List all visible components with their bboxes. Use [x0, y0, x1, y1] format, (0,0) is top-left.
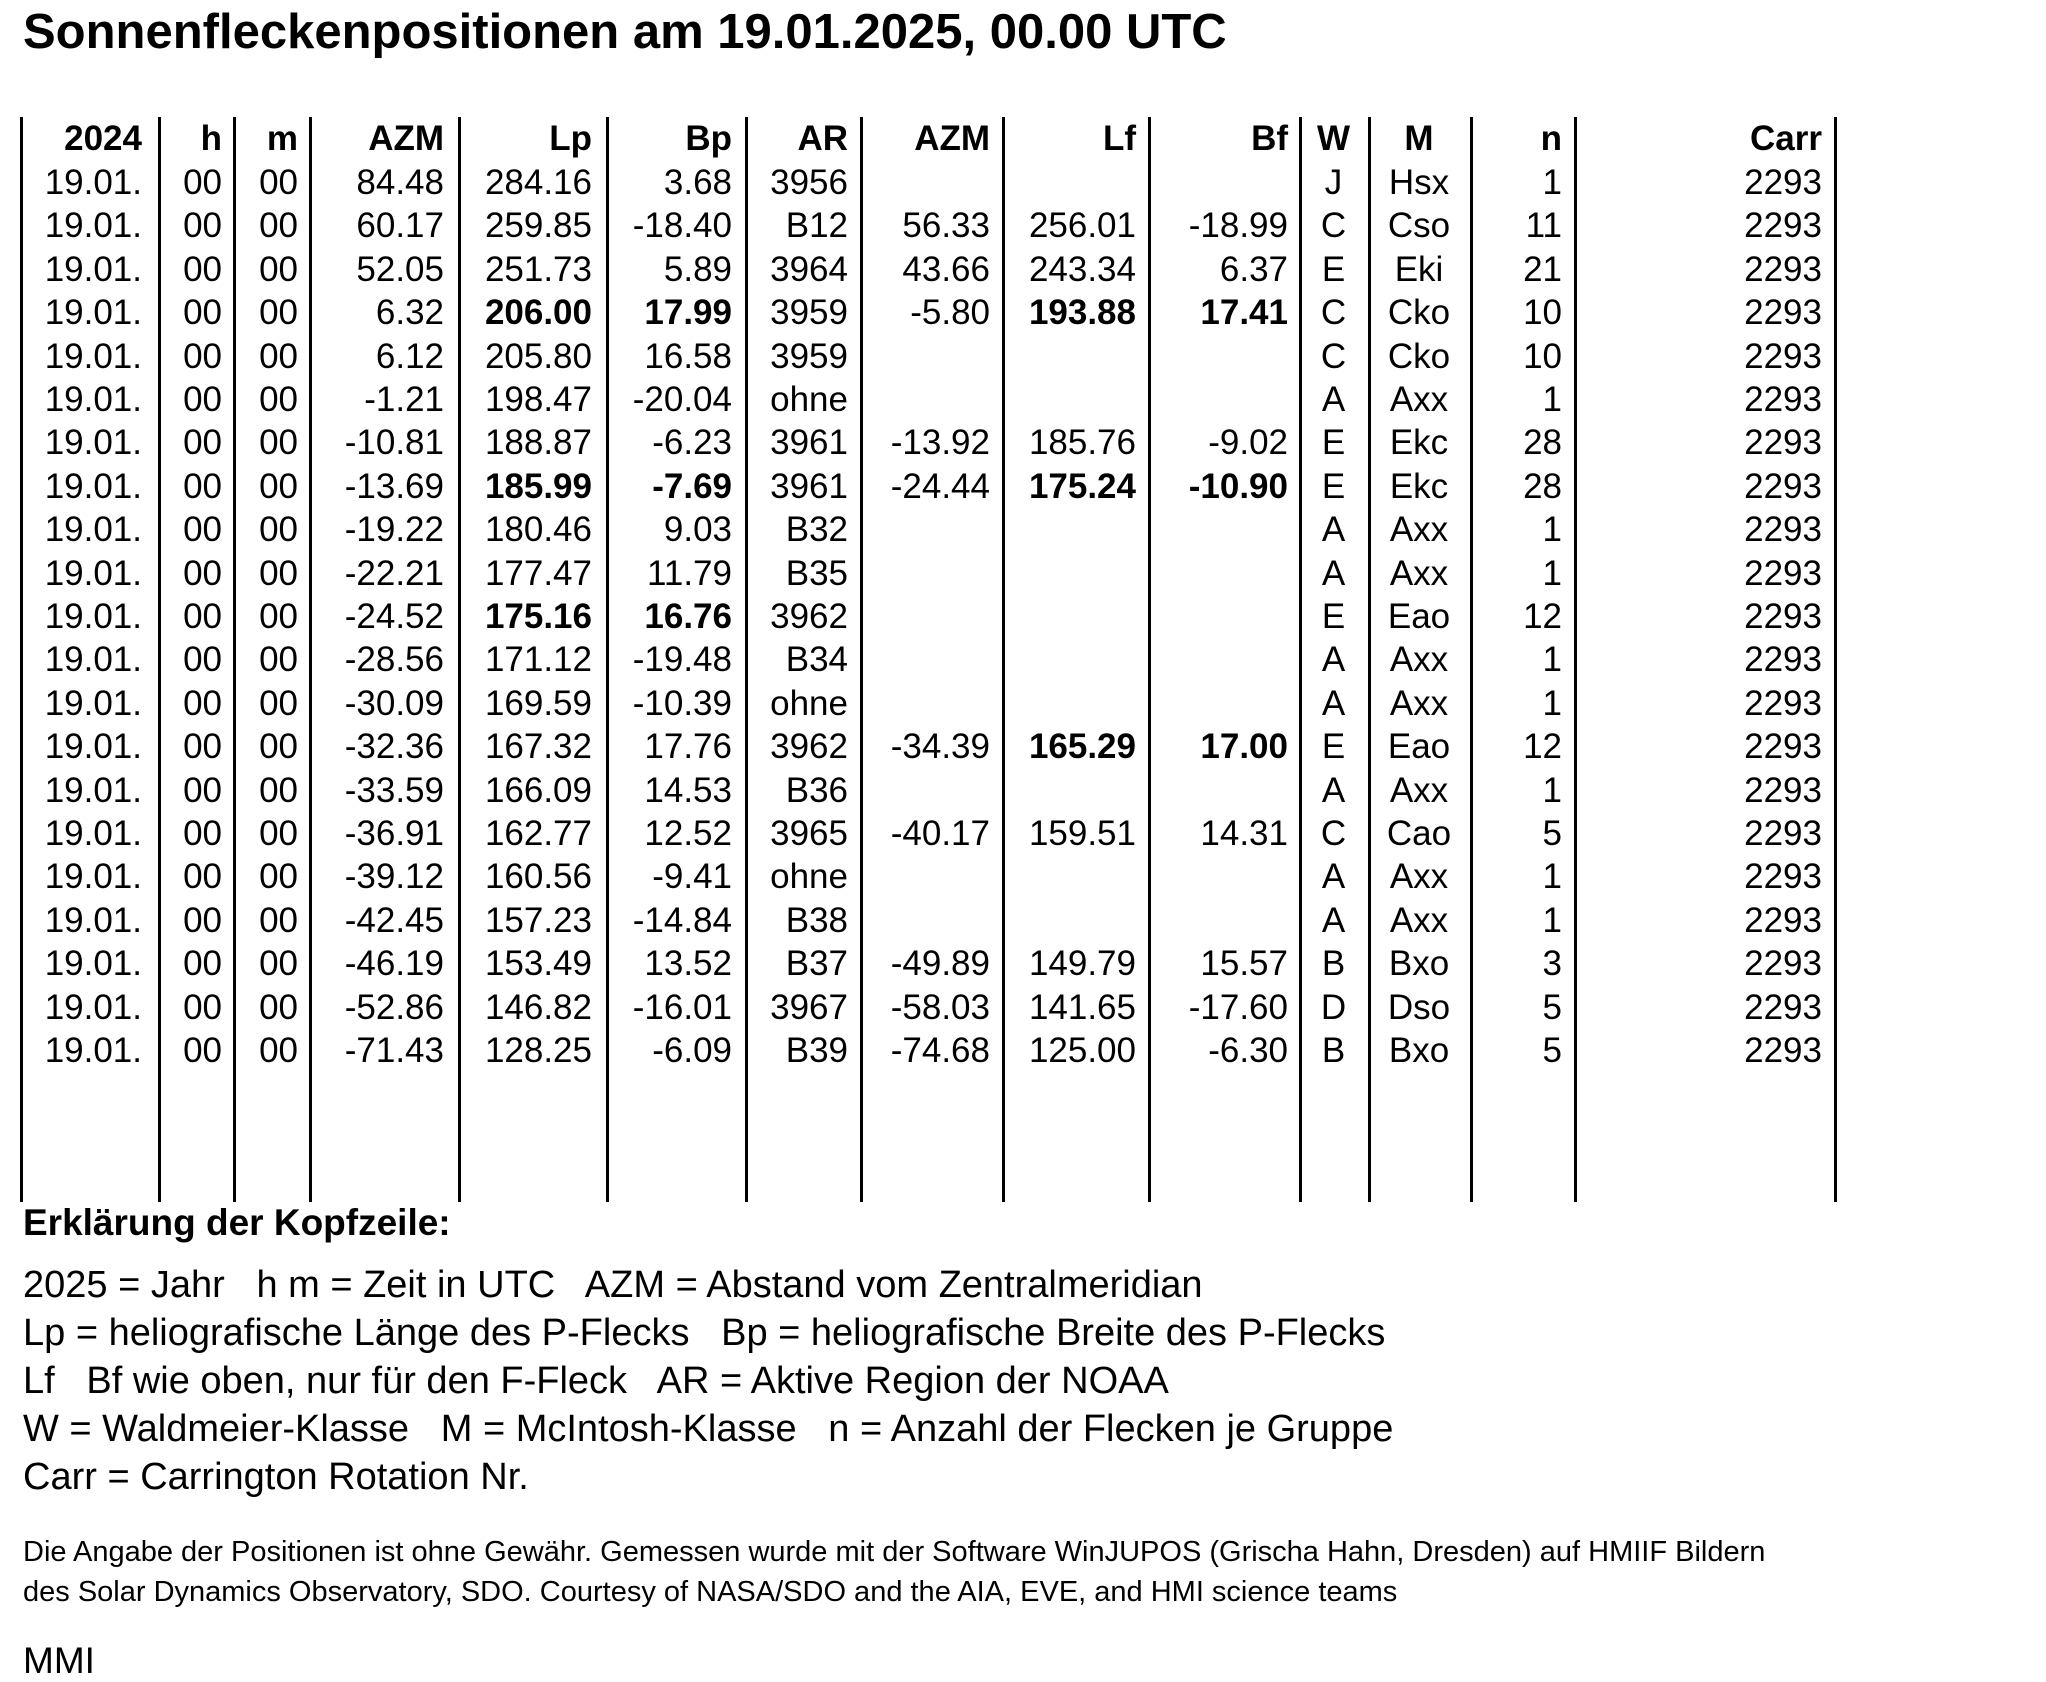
cell-azm-p: -39.12 — [344, 857, 444, 896]
cell-carr: 2293 — [1744, 206, 1822, 245]
legend-entry: n = Anzahl der Flecken je Gruppe — [796, 1408, 1394, 1450]
cell-hour: 00 — [183, 684, 222, 723]
cell-n: 5 — [1542, 814, 1562, 853]
cell-hour: 00 — [183, 727, 222, 766]
cell-lp: 188.87 — [484, 423, 592, 462]
legend-line — [23, 1360, 1169, 1403]
cell-n: 11 — [1525, 206, 1562, 245]
legend-entry: AZM = Abstand vom Zentralmeridian — [555, 1264, 1203, 1306]
cell-ar: 3964 — [770, 250, 848, 289]
cell-waldmeier: A — [1321, 684, 1346, 723]
cell-hour: 00 — [183, 554, 222, 593]
cell-carr: 2293 — [1744, 814, 1822, 853]
cell-carr: 2293 — [1744, 423, 1822, 462]
cell-year: 19.01. — [44, 250, 142, 289]
cell-waldmeier: D — [1320, 988, 1347, 1027]
cell-ar: 3956 — [770, 163, 848, 202]
cell-lf: 175.24 — [1028, 467, 1136, 506]
header-waldmeier: W — [1316, 119, 1351, 158]
cell-hour: 00 — [183, 250, 222, 289]
legend-entry: Bp = heliografische Breite des P-Flecks — [689, 1312, 1386, 1354]
note-line-2: des Solar Dynamics Observatory, SDO. Courtesy of NASA/SDO and the AIA, EVE, and HMI science teams — [23, 1576, 1398, 1608]
cell-ar: B12 — [785, 206, 848, 245]
cell-ar: ohne — [770, 380, 848, 419]
cell-waldmeier: J — [1324, 163, 1343, 202]
cell-mcintosh: Cao — [1386, 814, 1452, 853]
cell-n: 28 — [1523, 467, 1562, 506]
cell-ar: 3959 — [770, 337, 848, 376]
cell-azm-p: -33.59 — [344, 771, 444, 810]
cell-lp: 206.00 — [484, 293, 592, 332]
cell-year: 19.01. — [44, 640, 142, 679]
cell-azm-p: 60.17 — [356, 206, 444, 245]
cell-waldmeier: A — [1321, 554, 1346, 593]
cell-azm-p: 84.48 — [356, 163, 444, 202]
cell-hour: 00 — [183, 206, 222, 245]
cell-minute: 00 — [259, 467, 298, 506]
cell-hour: 00 — [183, 423, 222, 462]
cell-carr: 2293 — [1744, 293, 1822, 332]
legend-entry: 2025 = Jahr — [23, 1264, 225, 1306]
cell-waldmeier: C — [1320, 293, 1347, 332]
cell-minute: 00 — [259, 380, 298, 419]
cell-hour: 00 — [183, 597, 222, 636]
cell-bp: 17.99 — [644, 293, 732, 332]
cell-bf: -10.90 — [1188, 467, 1288, 506]
cell-mcintosh: Eao — [1387, 727, 1451, 766]
cell-minute: 00 — [259, 944, 298, 983]
cell-lp: 169.59 — [484, 684, 592, 723]
cell-minute: 00 — [259, 250, 298, 289]
cell-n: 1 — [1542, 684, 1562, 723]
cell-carr: 2293 — [1744, 250, 1822, 289]
cell-minute: 00 — [259, 727, 298, 766]
cell-bp: 9.03 — [663, 510, 732, 549]
cell-waldmeier: B — [1321, 1031, 1346, 1070]
cell-bf: 17.00 — [1200, 727, 1288, 766]
cell-lf: 243.34 — [1028, 250, 1136, 289]
cell-hour: 00 — [183, 944, 222, 983]
page-title: Sonnenfleckenpositionen am 19.01.2025, 00.00 UTC — [23, 5, 1227, 59]
cell-n: 1 — [1542, 640, 1562, 679]
cell-bp: -18.40 — [632, 206, 732, 245]
cell-minute: 00 — [259, 857, 298, 896]
cell-minute: 00 — [259, 206, 298, 245]
cell-lp: 251.73 — [484, 250, 592, 289]
cell-azm-f: 43.66 — [902, 250, 990, 289]
cell-bp: -6.23 — [652, 423, 732, 462]
cell-n: 1 — [1542, 901, 1562, 940]
cell-mcintosh: Ekc — [1389, 423, 1449, 462]
cell-minute: 00 — [259, 640, 298, 679]
header-bp: Bp — [685, 119, 732, 158]
cell-lp: 284.16 — [484, 163, 592, 202]
cell-mcintosh: Axx — [1389, 684, 1449, 723]
cell-n: 5 — [1542, 1031, 1562, 1070]
cell-n: 1 — [1542, 163, 1562, 202]
cell-azm-p: -24.52 — [344, 597, 444, 636]
cell-year: 19.01. — [44, 510, 142, 549]
cell-mcintosh: Axx — [1389, 640, 1449, 679]
cell-lp: 171.12 — [484, 640, 592, 679]
cell-azm-p: -28.56 — [344, 640, 444, 679]
cell-mcintosh: Cko — [1387, 293, 1451, 332]
cell-n: 1 — [1542, 510, 1562, 549]
cell-azm-p: -52.86 — [344, 988, 444, 1027]
cell-hour: 00 — [183, 901, 222, 940]
cell-n: 21 — [1523, 250, 1562, 289]
cell-minute: 00 — [259, 423, 298, 462]
signature: MMI — [23, 1640, 95, 1681]
cell-lp: 185.99 — [484, 467, 592, 506]
cell-bf: 14.31 — [1200, 814, 1288, 853]
cell-hour: 00 — [183, 857, 222, 896]
legend-entry: Lp = heliografische Länge des P-Flecks — [23, 1312, 690, 1354]
cell-mcintosh: Axx — [1389, 771, 1449, 810]
cell-hour: 00 — [183, 1031, 222, 1070]
header-mcintosh: M — [1404, 119, 1434, 158]
cell-lp: 146.82 — [484, 988, 592, 1027]
cell-n: 1 — [1542, 771, 1562, 810]
cell-ar: 3967 — [770, 988, 848, 1027]
cell-minute: 00 — [259, 901, 298, 940]
cell-azm-f: -34.39 — [890, 727, 990, 766]
header-bf: Bf — [1251, 119, 1288, 158]
cell-azm-f: -5.80 — [910, 293, 990, 332]
cell-year: 19.01. — [44, 857, 142, 896]
cell-bp: -7.69 — [652, 467, 732, 506]
cell-azm-p: -71.43 — [344, 1031, 444, 1070]
cell-waldmeier: C — [1320, 206, 1347, 245]
header-azm-p: AZM — [368, 119, 444, 158]
cell-lp: 157.23 — [484, 901, 592, 940]
header-lf: Lf — [1102, 119, 1136, 158]
cell-year: 19.01. — [44, 1031, 142, 1070]
cell-azm-f: -49.89 — [890, 944, 990, 983]
cell-ar: 3962 — [770, 597, 848, 636]
cell-azm-p: 6.12 — [375, 337, 444, 376]
cell-year: 19.01. — [44, 901, 142, 940]
cell-year: 19.01. — [44, 771, 142, 810]
cell-minute: 00 — [259, 814, 298, 853]
cell-year: 19.01. — [44, 727, 142, 766]
cell-hour: 00 — [183, 510, 222, 549]
cell-ar: 3965 — [770, 814, 848, 853]
cell-carr: 2293 — [1744, 1031, 1822, 1070]
cell-lp: 198.47 — [484, 380, 592, 419]
cell-hour: 00 — [183, 293, 222, 332]
cell-lp: 205.80 — [484, 337, 592, 376]
cell-ar: B38 — [785, 901, 848, 940]
cell-hour: 00 — [183, 640, 222, 679]
cell-bp: -9.41 — [652, 857, 732, 896]
cell-minute: 00 — [259, 597, 298, 636]
cell-n: 12 — [1523, 597, 1562, 636]
cell-hour: 00 — [183, 771, 222, 810]
cell-mcintosh: Bxo — [1388, 1031, 1450, 1070]
cell-hour: 00 — [183, 814, 222, 853]
cell-mcintosh: Cso — [1387, 206, 1451, 245]
cell-year: 19.01. — [44, 988, 142, 1027]
cell-azm-f: -24.44 — [890, 467, 990, 506]
cell-azm-f: 56.33 — [902, 206, 990, 245]
cell-hour: 00 — [183, 163, 222, 202]
cell-bf: -18.99 — [1188, 206, 1288, 245]
header-carr: Carr — [1750, 119, 1822, 158]
cell-carr: 2293 — [1744, 163, 1822, 202]
cell-hour: 00 — [183, 337, 222, 376]
legend-line — [23, 1456, 529, 1499]
cell-bp: -6.09 — [652, 1031, 732, 1070]
cell-lp: 166.09 — [484, 771, 592, 810]
cell-carr: 2293 — [1744, 988, 1822, 1027]
cell-ar: 3962 — [770, 727, 848, 766]
legend-entry: Carr = Carrington Rotation Nr. — [23, 1456, 529, 1498]
cell-carr: 2293 — [1744, 727, 1822, 766]
cell-waldmeier: E — [1321, 727, 1346, 766]
cell-azm-p: -36.91 — [344, 814, 444, 853]
cell-mcintosh: Axx — [1389, 554, 1449, 593]
cell-minute: 00 — [259, 771, 298, 810]
legend-line — [23, 1408, 1393, 1451]
cell-ar: B34 — [785, 640, 848, 679]
cell-bp: 11.79 — [647, 554, 732, 593]
cell-bp: -10.39 — [632, 684, 732, 723]
cell-carr: 2293 — [1744, 640, 1822, 679]
note-line-1: Die Angabe der Positionen ist ohne Gewähr. Gemessen wurde mit der Software WinJUPOS (Grischa Hahn, Dresden) auf HMIIF Bildern — [23, 1536, 1766, 1568]
cell-ar: ohne — [770, 684, 848, 723]
cell-azm-f: -74.68 — [890, 1031, 990, 1070]
cell-minute: 00 — [259, 554, 298, 593]
cell-mcintosh: Axx — [1389, 901, 1449, 940]
cell-carr: 2293 — [1744, 597, 1822, 636]
cell-ar: 3959 — [770, 293, 848, 332]
cell-ar: B37 — [785, 944, 848, 983]
cell-azm-p: -46.19 — [344, 944, 444, 983]
cell-bp: 17.76 — [644, 727, 732, 766]
cell-year: 19.01. — [44, 944, 142, 983]
cell-lf: 193.88 — [1028, 293, 1136, 332]
header-azm-f: AZM — [914, 119, 990, 158]
header-year: 2024 — [64, 119, 142, 158]
cell-azm-p: -10.81 — [344, 423, 444, 462]
cell-year: 19.01. — [44, 206, 142, 245]
cell-lp: 177.47 — [484, 554, 592, 593]
cell-n: 3 — [1542, 944, 1562, 983]
cell-waldmeier: C — [1320, 337, 1347, 376]
cell-carr: 2293 — [1744, 467, 1822, 506]
cell-ar: 3961 — [770, 423, 848, 462]
header-ar: AR — [797, 119, 848, 158]
cell-lp: 153.49 — [484, 944, 592, 983]
cell-minute: 00 — [259, 1031, 298, 1070]
cell-lf: 125.00 — [1028, 1031, 1136, 1070]
cell-ar: B32 — [785, 510, 848, 549]
cell-carr: 2293 — [1744, 857, 1822, 896]
cell-lp: 175.16 — [484, 597, 592, 636]
cell-lp: 180.46 — [484, 510, 592, 549]
cell-waldmeier: A — [1321, 857, 1346, 896]
cell-mcintosh: Axx — [1389, 857, 1449, 896]
cell-bp: -20.04 — [632, 380, 732, 419]
cell-azm-f: -13.92 — [890, 423, 990, 462]
cell-n: 1 — [1542, 380, 1562, 419]
cell-waldmeier: E — [1321, 250, 1346, 289]
cell-minute: 00 — [259, 510, 298, 549]
cell-n: 1 — [1542, 857, 1562, 896]
cell-bf: -17.60 — [1188, 988, 1288, 1027]
cell-bf: 15.57 — [1200, 944, 1288, 983]
cell-bp: 14.53 — [644, 771, 732, 810]
cell-waldmeier: A — [1321, 640, 1346, 679]
cell-n: 1 — [1542, 554, 1562, 593]
cell-lf: 149.79 — [1028, 944, 1136, 983]
cell-mcintosh: Eki — [1394, 250, 1444, 289]
header-lp: Lp — [549, 119, 592, 158]
cell-lp: 162.77 — [484, 814, 592, 853]
cell-year: 19.01. — [44, 163, 142, 202]
cell-minute: 00 — [259, 337, 298, 376]
cell-mcintosh: Bxo — [1388, 944, 1450, 983]
cell-azm-p: -32.36 — [344, 727, 444, 766]
legend-entry: Lf Bf wie oben, nur für den F-Fleck — [23, 1360, 628, 1402]
cell-bf: -6.30 — [1208, 1031, 1288, 1070]
column-divider — [1834, 117, 1837, 1202]
cell-carr: 2293 — [1744, 771, 1822, 810]
cell-azm-p: 52.05 — [356, 250, 444, 289]
cell-bp: 13.52 — [644, 944, 732, 983]
cell-waldmeier: B — [1321, 944, 1346, 983]
cell-year: 19.01. — [44, 814, 142, 853]
cell-carr: 2293 — [1744, 510, 1822, 549]
cell-ar: B35 — [785, 554, 848, 593]
cell-lf: 256.01 — [1028, 206, 1136, 245]
cell-waldmeier: A — [1321, 771, 1346, 810]
cell-hour: 00 — [183, 988, 222, 1027]
cell-n: 28 — [1523, 423, 1562, 462]
cell-year: 19.01. — [44, 467, 142, 506]
legend-entry: W = Waldmeier-Klasse — [23, 1408, 410, 1450]
cell-ar: ohne — [770, 857, 848, 896]
cell-year: 19.01. — [44, 423, 142, 462]
cell-lp: 128.25 — [484, 1031, 592, 1070]
cell-n: 5 — [1542, 988, 1562, 1027]
cell-carr: 2293 — [1744, 337, 1822, 376]
cell-year: 19.01. — [44, 380, 142, 419]
cell-n: 12 — [1523, 727, 1562, 766]
cell-bp: 12.52 — [644, 814, 732, 853]
cell-lp: 167.32 — [484, 727, 592, 766]
cell-bp: 16.58 — [644, 337, 732, 376]
cell-mcintosh: Cko — [1387, 337, 1451, 376]
cell-mcintosh: Axx — [1389, 380, 1449, 419]
cell-waldmeier: A — [1321, 380, 1346, 419]
cell-n: 10 — [1523, 337, 1562, 376]
cell-year: 19.01. — [44, 554, 142, 593]
cell-carr: 2293 — [1744, 380, 1822, 419]
cell-minute: 00 — [259, 293, 298, 332]
cell-azm-f: -58.03 — [890, 988, 990, 1027]
cell-lf: 165.29 — [1028, 727, 1136, 766]
cell-ar: 3961 — [770, 467, 848, 506]
cell-azm-p: -13.69 — [344, 467, 444, 506]
cell-carr: 2293 — [1744, 554, 1822, 593]
cell-mcintosh: Ekc — [1389, 467, 1449, 506]
cell-bp: -19.48 — [632, 640, 732, 679]
cell-lf: 141.65 — [1028, 988, 1136, 1027]
cell-lp: 160.56 — [484, 857, 592, 896]
cell-hour: 00 — [183, 380, 222, 419]
legend-title: Erklärung der Kopfzeile: — [23, 1202, 451, 1243]
header-minute: m — [266, 119, 298, 158]
cell-year: 19.01. — [44, 684, 142, 723]
cell-carr: 2293 — [1744, 901, 1822, 940]
legend-entry: AR = Aktive Region der NOAA — [627, 1360, 1169, 1402]
legend-entry: M = McIntosh-Klasse — [409, 1408, 797, 1450]
cell-minute: 00 — [259, 684, 298, 723]
cell-waldmeier: A — [1321, 510, 1346, 549]
cell-bp: 3.68 — [663, 163, 732, 202]
cell-waldmeier: E — [1321, 423, 1346, 462]
cell-bp: 16.76 — [644, 597, 732, 636]
cell-azm-p: -30.09 — [344, 684, 444, 723]
cell-azm-p: 6.32 — [375, 293, 444, 332]
cell-mcintosh: Axx — [1389, 510, 1449, 549]
cell-ar: B36 — [785, 771, 848, 810]
cell-n: 10 — [1523, 293, 1562, 332]
cell-waldmeier: E — [1321, 597, 1346, 636]
cell-minute: 00 — [259, 163, 298, 202]
cell-mcintosh: Dso — [1387, 988, 1451, 1027]
cell-bf: 6.37 — [1219, 250, 1288, 289]
cell-waldmeier: A — [1321, 901, 1346, 940]
header-n: n — [1540, 119, 1562, 158]
cell-minute: 00 — [259, 988, 298, 1027]
cell-year: 19.01. — [44, 597, 142, 636]
header-hour: h — [200, 119, 222, 158]
cell-azm-f: -40.17 — [890, 814, 990, 853]
cell-year: 19.01. — [44, 337, 142, 376]
cell-azm-p: -19.22 — [344, 510, 444, 549]
cell-mcintosh: Eao — [1387, 597, 1451, 636]
cell-mcintosh: Hsx — [1388, 163, 1450, 202]
cell-ar: B39 — [785, 1031, 848, 1070]
legend-line — [23, 1312, 1385, 1355]
cell-waldmeier: E — [1321, 467, 1346, 506]
cell-carr: 2293 — [1744, 684, 1822, 723]
cell-lf: 159.51 — [1028, 814, 1136, 853]
cell-azm-p: -22.21 — [344, 554, 444, 593]
cell-lp: 259.85 — [484, 206, 592, 245]
cell-bp: -16.01 — [632, 988, 732, 1027]
cell-bf: 17.41 — [1200, 293, 1288, 332]
cell-bp: 5.89 — [663, 250, 732, 289]
cell-hour: 00 — [183, 467, 222, 506]
legend-entry: h m = Zeit in UTC — [224, 1264, 556, 1306]
cell-lf: 185.76 — [1028, 423, 1136, 462]
cell-bf: -9.02 — [1208, 423, 1288, 462]
legend-line — [23, 1264, 1203, 1307]
cell-carr: 2293 — [1744, 944, 1822, 983]
cell-azm-p: -42.45 — [344, 901, 444, 940]
cell-year: 19.01. — [44, 293, 142, 332]
cell-azm-p: -1.21 — [364, 380, 444, 419]
cell-waldmeier: C — [1320, 814, 1347, 853]
cell-bp: -14.84 — [632, 901, 732, 940]
